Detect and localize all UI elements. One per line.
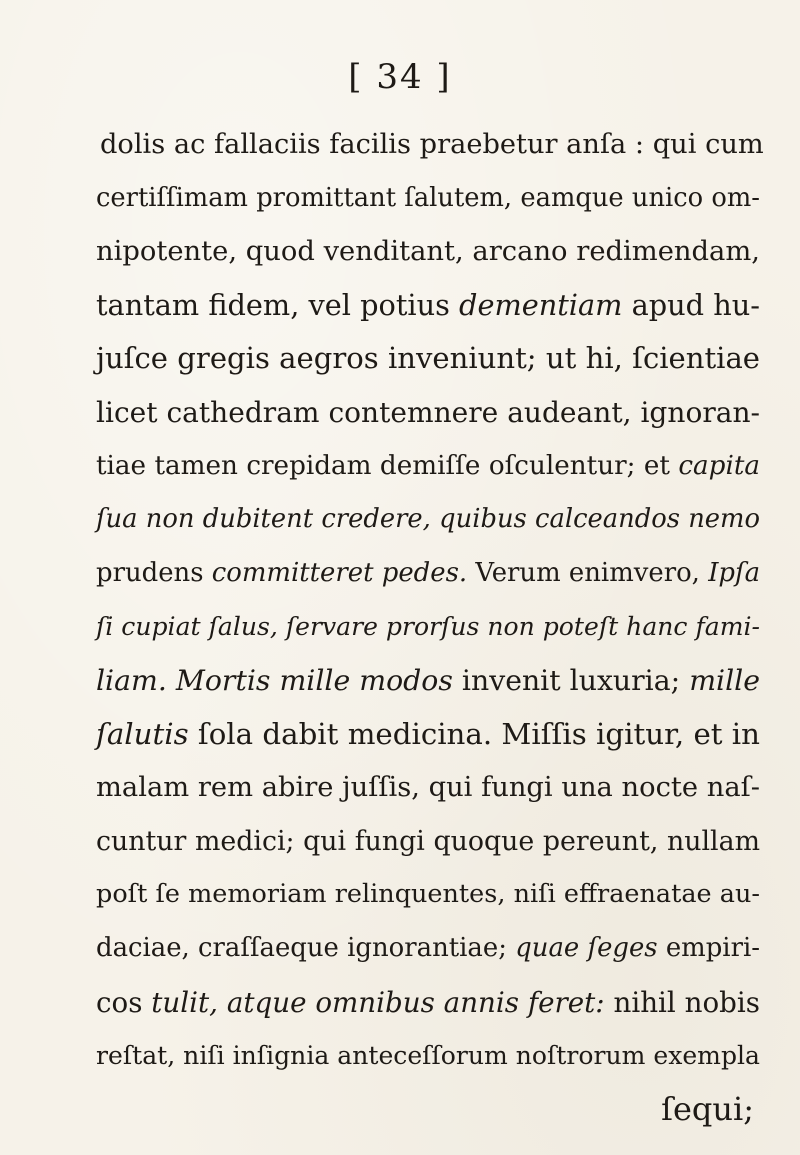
line-text: cuntur medici; qui fungi quoque pereunt, nullam [96,825,760,857]
text-line [96,868,760,922]
text-line [96,279,760,333]
line-text: certiſſimam promittant ſalutem, eamque unico om- [96,182,760,213]
italic-text: capita [678,450,760,481]
line-text: licet cathedram contemnere audeant, ignoran- [96,395,760,429]
line-text: invenit luxuria; [452,663,690,697]
text-line [96,1029,760,1083]
text-line [96,815,760,869]
text-line [96,922,760,976]
line-text: cos [96,985,152,1019]
line-text: juſce gregis aegros inveniunt; ut hi, ſcientiae [96,341,760,376]
line-text: empiri- [657,932,760,963]
text-line [96,547,760,601]
text-line [96,440,760,494]
text-line [96,976,760,1030]
italic-text: ſi cupiat ſalus, ſervare prorſus non poteſt hanc fami- [96,612,760,642]
italic-text: ſalutis [96,716,189,751]
text-line [96,172,760,226]
line-text: dolis ac fallaciis facilis praebetur anſa : qui cum [100,129,764,160]
italic-text: committeret pedes. [211,557,468,588]
text-line [96,761,760,815]
text-line [96,386,760,440]
line-text: daciae, craſſaeque ignorantiae; [96,932,516,963]
italic-text: tulit, atque omnibus annis feret: [151,985,605,1019]
italic-text: Ipſa [708,557,761,588]
body-text [96,118,764,1136]
line-text: tiae tamen crepidam demiſſe oſculentur; et [96,450,679,481]
line-text: ſola dabit medicina. Miſſis igitur, et in [188,716,760,751]
page-number: [ 34 ] [348,57,452,97]
text-line [96,708,760,762]
text-line [96,118,764,172]
line-text: prudens [96,557,212,588]
line-text: malam rem abire juſſis, qui fungi una nocte naſ- [96,772,760,804]
text-line [96,225,760,279]
text-line [96,493,760,547]
text-line [96,1083,760,1137]
line-text: reſtat, niſi inſignia anteceſſorum noſtrorum exempla [96,1041,760,1071]
italic-text: mille [689,663,760,697]
line-text: nihil nobis [604,985,761,1019]
line-text: tantam fidem, vel potius [96,287,460,322]
italic-text: liam. Mortis mille modos [96,663,453,697]
text-line [96,654,760,708]
text-line [96,332,760,386]
italic-text: quae ſeges [515,932,658,963]
line-text: nipotente, quod venditant, arcano redimendam, [96,236,760,268]
line-text: Verum enimvero, [467,557,709,588]
italic-text: ſua non dubitent credere, quibus calceandos nemo [96,504,760,535]
line-text: apud hu- [622,287,760,322]
line-text: poſt ſe memoriam relinquentes, niſi effraenatae au- [96,879,760,910]
text-line [96,600,760,654]
italic-text: dementiam [459,287,623,322]
line-text: ſequi; [661,1089,754,1128]
